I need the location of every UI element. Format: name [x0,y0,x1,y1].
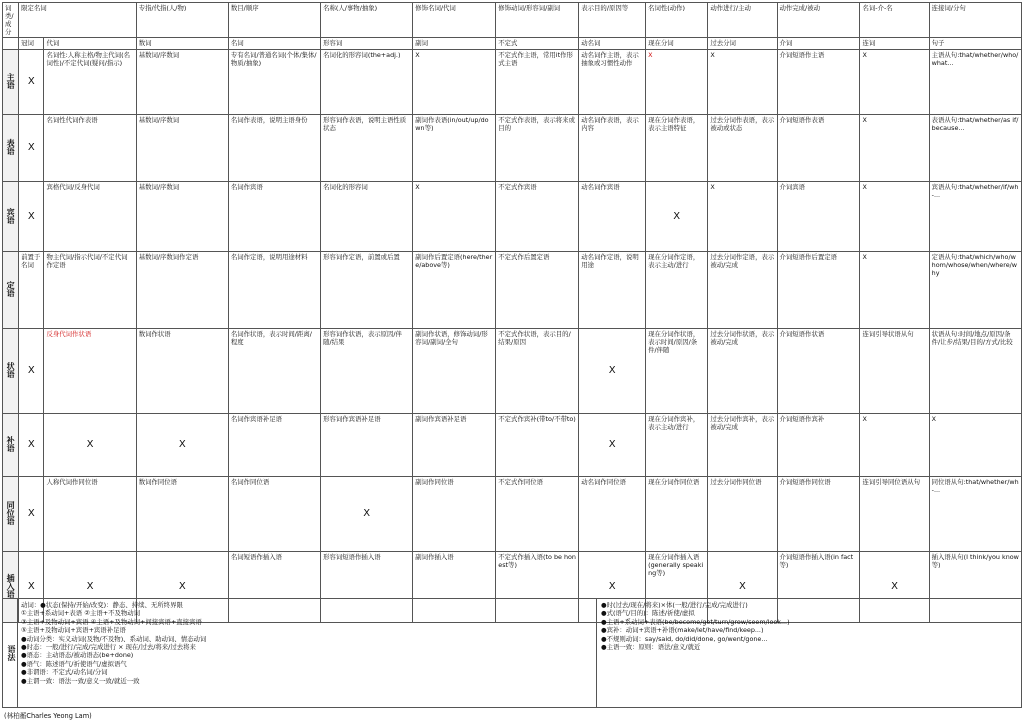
column-header-guoqufenci: 过去分词 [708,38,777,50]
column-header-xingrongci: 形容词 [321,38,413,50]
cell: X [646,50,708,115]
note-line: ⑤主语+及物动词+宾语+宾语补足语 [21,626,126,635]
note-line: ①主语+系动词+表语 ②主语+不及物动词 [21,609,141,618]
cell: 副词作宾语补足语 [413,414,496,477]
cell: 现在分词作同位语 [646,477,708,552]
row-header-appositive: 同位语 [3,477,19,552]
cell: 副词作插入语 [413,552,496,623]
header-top: 数目/顺序 [228,3,320,38]
cell: 动名词作表语，表示内容 [579,115,646,182]
notes-right [599,599,1021,707]
cell-mark: X [579,552,646,623]
cell: 现在分词作宾补，表示主动/进行 [646,414,708,477]
note-line: ●主语+系动词+表语(be/become/get/turn/grow/seem/look...) [601,617,790,626]
note-line: ●语态：主动语态/被动语态(be+done) [21,651,134,660]
cell: 不定式作同位语 [496,477,579,552]
header-top: 名称(人/事物/抽象) [321,3,413,38]
cell-mark: X [44,552,136,623]
cell: 副词作状语，修饰动词/形容词/副词/全句 [413,329,496,414]
cell-mark: X [579,414,646,477]
notes-label: 语法 [3,599,18,707]
note-line: ●宾补：动词+宾语+补语(make/let/have/find/keep...) [601,626,764,635]
cell: X [860,252,929,329]
cell-mark: X [860,552,929,623]
cell-mark: X [579,329,646,414]
cell: 连词引导状语从句 [860,329,929,414]
cell: 基数词/序数词 [136,182,228,252]
cell: 宾语从句:that/whether/if/wh-... [929,182,1021,252]
column-header-congju: 句子 [929,38,1021,50]
cell: 过去分词作状语，表示被动/完成 [708,329,777,414]
cell: 名词化的形容词(the+adj.) [321,50,413,115]
cell: 不定式作宾补(带to/不带to) [496,414,579,477]
row-header-predicative: 表语 [3,115,19,182]
cell: 形容词短语作插入语 [321,552,413,623]
cell: 介词短语作插入语(in fact等) [777,552,860,623]
cell: 介词短语作宾补 [777,414,860,477]
cell: 名词作宾语补足语 [228,414,320,477]
cell: 前置于名词 [19,252,44,329]
header-top: 动作进行/主动 [708,3,777,38]
cell: 表语从句:that/whether/as if/because... [929,115,1021,182]
cell: 过去分词作定语，表示被动/完成 [708,252,777,329]
column-header-daici: 代词 [44,38,136,50]
cell: 介词短语作后置定语 [777,252,860,329]
cell: 人称代词作同位语 [44,477,136,552]
cell: X [413,50,496,115]
cell-mark: X [44,414,136,477]
cell: 介词宾语 [777,182,860,252]
cell-mark: X [136,552,228,623]
cell: X [860,414,929,477]
note-line: ●时态：一般/进行/完成/完成进行 × 现在/过去/将来/过去将来 [21,643,196,652]
column-header-lianci: 连词 [860,38,929,50]
cell: 连词引导同位语从句 [860,477,929,552]
cell-mark: X [19,115,44,182]
header-top: 名词-介-名 [860,3,929,38]
cell: X [860,50,929,115]
note-line: ●动词分类：实义动词(及物/不及物)、系动词、助动词、情态动词 [21,634,207,643]
row-header-adverbial: 状语 [3,329,19,414]
header-top: 限定名词 [19,3,137,38]
cell: 副词作同位语 [413,477,496,552]
cell: 形容词作定语，前置或后置 [321,252,413,329]
row-header-subject: 主语 [3,50,19,115]
cell: 不定式作后置定语 [496,252,579,329]
row-header-parenthesis: 插入语 [3,552,19,623]
cell: 不定式作主语，常用it作形式主语 [496,50,579,115]
note-line: ●不规则动词：say/said, do/did/done, go/went/gone... [601,634,768,643]
cell-mark: X [19,50,44,115]
cell: X [413,182,496,252]
cell: X [860,115,929,182]
note-line: ③主语+及物动词+宾语 ④主语+及物动词+间接宾语+直接宾语 [21,617,202,626]
cell: X [929,414,1021,477]
cell-mark: X [321,477,413,552]
column-header-xianzaifenci: 现在分词 [646,38,708,50]
cell: 现在分词作状语，表示时间/原因/条件/伴随 [646,329,708,414]
column-header-dongmingci: 动名词 [579,38,646,50]
cell: 专有名词/普通名词(个体/集体/物质/抽象) [228,50,320,115]
cell: 名词作状语，表示时间/距离/程度 [228,329,320,414]
cell: 主语从句:that/whether/who/what... [929,50,1021,115]
note-line: ●主语一致：原则：语法/意义/就近 [601,643,701,652]
header-top: 动作完成/被动 [777,3,860,38]
cell: 名词作表语，说明主语身份 [228,115,320,182]
header-top: 名词性(动作) [646,3,708,38]
cell: 物主代词/指示代词/不定代词作定语 [44,252,136,329]
cell: 不定式作宾语 [496,182,579,252]
cell: 动名词作主语，表示抽象或习惯性动作 [579,50,646,115]
cell: X [860,182,929,252]
cell: 过去分词作宾补，表示被动/完成 [708,414,777,477]
cell: X [708,50,777,115]
column-header-budingshi: 不定式 [496,38,579,50]
cell: 现在分词作插入语(generally speaking等) [646,552,708,623]
cell: 名词化的形容词 [321,182,413,252]
footer-credit: (林柏蘅Charles Yeong Lam) [4,712,92,720]
cell: 动名词作宾语 [579,182,646,252]
cell: 插入语从句(I think/you know等) [929,552,1021,623]
cell: 形容词作宾语补足语 [321,414,413,477]
cell: 数词作同位语 [136,477,228,552]
cell: 名词性代词作表语 [44,115,136,182]
cell: 过去分词作同位语 [708,477,777,552]
column-header-jieci: 介词 [777,38,860,50]
cell-mark: X [19,552,44,623]
cell: 介词短语作状语 [777,329,860,414]
cell: 介词短语作主语 [777,50,860,115]
note-line: ●语气：陈述语气/祈使语气/虚拟语气 [21,659,127,668]
cell: 不定式作插入语(to be honest等) [496,552,579,623]
grammar-table [2,2,1022,623]
row-header-complement: 补语 [3,414,19,477]
cell: 反身代词作状语 [44,329,136,414]
cell-mark: X [19,182,44,252]
notes-left [19,599,597,707]
note-line: ●非谓语：不定式/动名词/分词 [21,668,108,677]
cell: 状语从句:时间/地点/原因/条件/让步/结果/目的/方式/比较 [929,329,1021,414]
cell: 副词作后置定语(here/there/above等) [413,252,496,329]
cell: 基数词/序数词 [136,115,228,182]
note-line: ●主谓一致：语法一致/意义一致/就近一致 [21,676,140,685]
cell-mark: X [136,414,228,477]
cell: 基数词/序数词作定语 [136,252,228,329]
cell-mark: X [708,552,777,623]
cell: 形容词作状语，表示原因/伴随/结果 [321,329,413,414]
column-header [3,38,19,50]
cell: 同位语从句:that/whether/wh-... [929,477,1021,552]
cell-mark: X [646,182,708,252]
cell: 名词短语作插入语 [228,552,320,623]
row-header-object: 宾语 [3,182,19,252]
cell: 过去分词作表语，表示被动或状态 [708,115,777,182]
cell: 动名词作同位语 [579,477,646,552]
cell: X [708,182,777,252]
cell: 介词短语作表语 [777,115,860,182]
note-line: ●式(语气/目的)：陈述/祈使/虚拟 [601,609,695,618]
column-header-fuci: 副词 [413,38,496,50]
cell: 名词作同位语 [228,477,320,552]
cell-mark: X [19,477,44,552]
column-header-guanci: 冠词 [19,38,44,50]
cell: 现在分词作定语，表示主动/进行 [646,252,708,329]
cell: 基数词/序数词 [136,50,228,115]
cell: 名词性:人称主格/物主代词(名词性)/不定代词(疑问/指示) [44,50,136,115]
note-line: ●时(过去/现在/将来)×体(一般/进行/完成/完成进行) [601,601,748,609]
note-line: 动词：●状态(保持/开始/改变)：静态、持续、无所终界限 [21,601,183,609]
cell-mark: X [19,329,44,414]
cell: 副词作表语(in/out/up/down等) [413,115,496,182]
header-top: 修饰动词/形容词/副词 [496,3,579,38]
cell: 定语从句:that/which/who/whom/whose/when/where/why [929,252,1021,329]
cell: 不定式作表语，表示将来或目的 [496,115,579,182]
column-header-mingci: 名词 [228,38,320,50]
cell: 形容词作表语，说明主语性质状态 [321,115,413,182]
header-top: 专指/代指(人/物) [136,3,228,38]
header-top: 连接词/分句 [929,3,1021,38]
header-top: 修饰名词/代词 [413,3,496,38]
corner-header: 词类/成分 [3,3,19,38]
cell-mark: X [19,414,44,477]
cell: 现在分词作表语，表示主语特征 [646,115,708,182]
cell: 数词作状语 [136,329,228,414]
cell: 名词作宾语 [228,182,320,252]
header-top: 表示目的/原因等 [579,3,646,38]
row-header-attributive: 定语 [3,252,19,329]
column-header-shuci: 数词 [136,38,228,50]
cell: 动名词作定语，说明用途 [579,252,646,329]
cell: 宾格代词/反身代词 [44,182,136,252]
cell: 不定式作状语，表示目的/结果/原因 [496,329,579,414]
cell: 名词作定语，说明用途材料 [228,252,320,329]
notes-panel [2,598,1022,708]
cell: 介词短语作同位语 [777,477,860,552]
